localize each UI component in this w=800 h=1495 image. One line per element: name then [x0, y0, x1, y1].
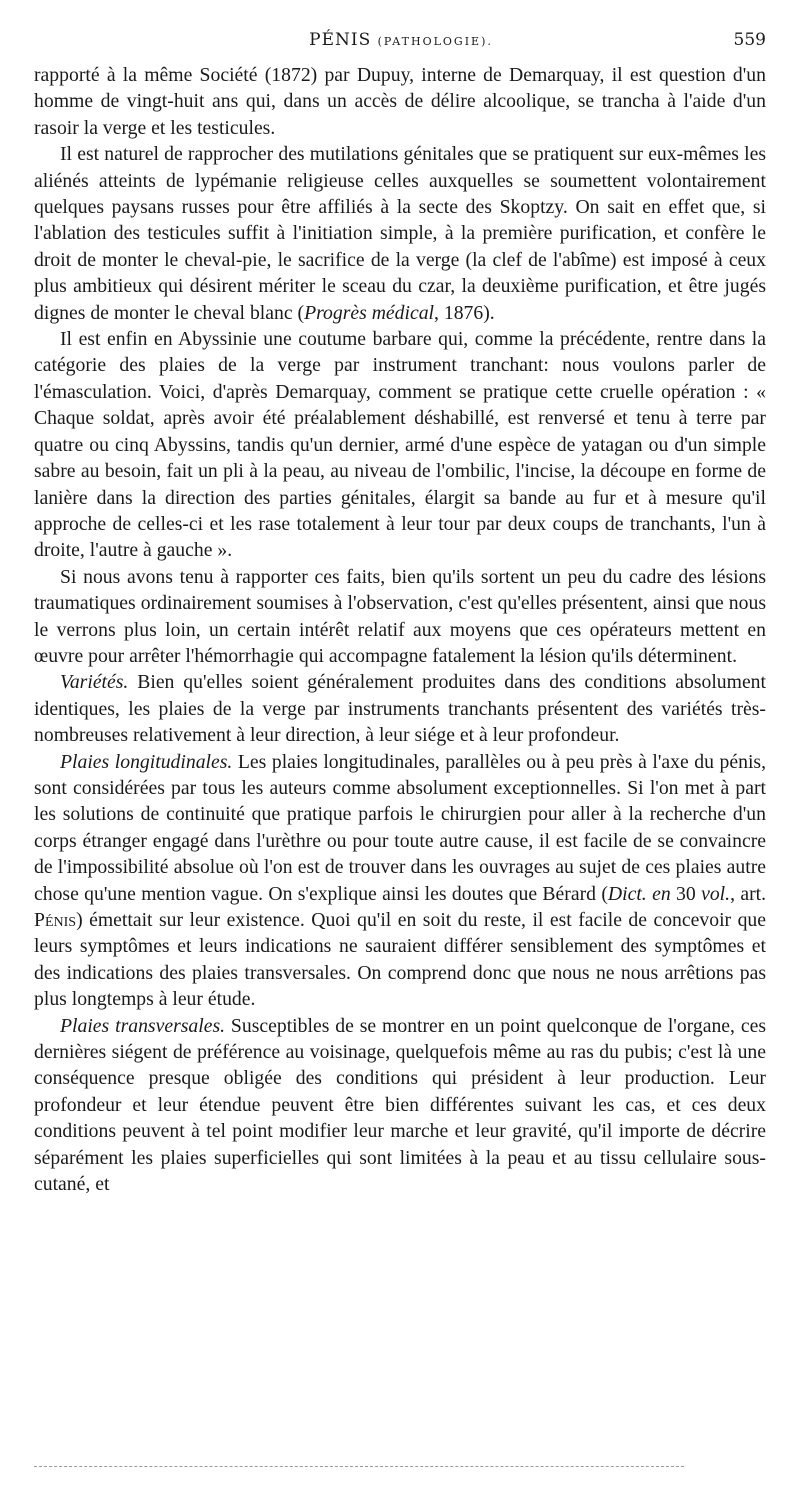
body-text	[34, 62, 766, 1197]
citation-article: Pénis	[34, 909, 77, 931]
running-title	[36, 30, 766, 50]
paragraph-text: Les plaies longitudinales, parallèles ou à peu près à l'axe du pénis, sont considérées par tous les auteurs comme absolument exceptionnelles. Si l'on met à part les solutions de continuité que pratique parfois le chirurgien pour aller à la recherche d'un corps étranger engagé dans l'urèthre ou pour toute autre cause, il est facile de se convaincre de l'impossibilité absolue où l'on est de trouver dans les ouvrages au sujet de ces plaies autre chose qu'une mention vague. On s'explique ainsi les doutes que Bérard (	[34, 750, 766, 905]
paragraph-continuation	[34, 62, 766, 141]
paragraph-plaies-longitudinales	[34, 749, 766, 1013]
paragraph-abyssinie	[34, 326, 766, 564]
paragraph-text: Il est enfin en Abyssinie une coutume barbare qui, comme la précédente, rentre dans la catégorie des plaies de la verge par instrument tranchant: nous voulons parler de l'émasculation. Voici, d'après Demarquay, comment se pratique cette cruelle opération : « Chaque soldat, après avoir été préalablement déshabillé, est renversé et tenu à terre par quatre ou cinq Abyssins, tandis qu'un dernier, armé d'une espèce de yatagan ou d'un simple sabre au besoin, fait un pli à la peau, au niveau de l'ombilic, l'incise, la découpe en forme de lanière dans la direction des parties génitales, élargit sa bande au fur et à mesure qu'il approche de celles-ci et les rase totalement à leur tour par deux coups de tranchants, l'un à droite, l'autre à gauche ».	[34, 328, 766, 562]
running-header	[36, 30, 766, 54]
paragraph-text: Susceptibles de se montrer en un point quelconque de l'organe, ces dernières siégent de préférence au voisinage, quelquefois même au ras du pubis; c'est là une conséquence presque obligée des conditions qui président à leur production. Leur profondeur et leur étendue peuvent être bien différentes suivant les cas, et ces deux conditions peuvent à tel point modifier leur marche et leur gravité, qu'il importe de décrire séparément les plaies superficielles qui sont limitées à la peau et au tissu cellulaire sous-cutané, et	[34, 1014, 766, 1196]
paragraph-varietes	[34, 669, 766, 748]
paragraph-text: 30	[670, 882, 702, 905]
paragraph-text: , 1876).	[434, 301, 495, 324]
page-number: 559	[733, 30, 766, 50]
paragraph-text: Si nous avons tenu à rapporter ces faits, bien qu'ils sortent un peu du cadre des lésions traumatiques ordinairement soumises à l'observation, c'est qu'elles présentent, ainsi que nous le verrons plus loin, un certain intérêt relatif aux moyens que ces opérateurs mettent en œuvre pour arrêter l'hémorrhagie qui accompagne fatalement la lésion qu'ils déterminent.	[34, 565, 766, 667]
paragraph-text: ) émettait sur leur existence. Quoi qu'il en soit du reste, il est facile de concevoir que leurs symptômes et leurs indications ne sauraient différer sensiblement des symptômes et des indications des plaies transversales. On comprend donc que nous ne nous arrêtions pas plus longtemps à leur étude.	[34, 909, 766, 1011]
paragraph-skoptzy	[34, 141, 766, 326]
paragraph-text: Il est naturel de rapprocher des mutilations génitales que se pratiquent sur eux-mêmes les aliénés atteints de lypémanie religieuse celles auxquelles se soumettent volontairement quelques paysans russes pour être affiliés à la secte des Skoptzy. On sait en effet que, si l'ablation des testicules suffit à l'initiation simple, à la première purification, et confère le droit de monter le cheval-pie, le sacrifice de la verge (la clef de l'abîme) est imposé à ceux plus ambitieux qui désirent mériter le sceau du czar, la deuxième purification, et être jugés dignes de monter le cheval blanc (	[34, 143, 766, 324]
citation-journal: Progrès médical	[304, 301, 435, 324]
paragraph-plaies-transversales	[34, 1013, 766, 1198]
section-heading: Plaies longitudinales.	[60, 750, 233, 773]
footer-rule	[34, 1466, 684, 1468]
paragraph-text: Bien qu'elles soient généralement produites dans des conditions absolument identiques, les plaies de la verge par instruments tranchants présentent des variétés très-nombreuses relativement à leur direction, à leur siége et à leur profondeur.	[34, 671, 766, 747]
section-heading: Plaies transversales.	[60, 1014, 226, 1037]
running-title-main: PÉNIS	[309, 30, 372, 50]
citation-vol: vol.	[701, 882, 731, 905]
paragraph-text: rapporté à la même Société (1872) par Dupuy, interne de Demarquay, il est question d'un homme de vingt-huit ans qui, dans un accès de délire alcoolique, se trancha à l'aide d'un rasoir la verge et les testicules.	[34, 64, 766, 139]
paragraph-faits	[34, 564, 766, 670]
paragraph-text: , art.	[730, 882, 767, 905]
citation-dict: Dict. en	[607, 882, 671, 905]
running-title-sub: (PATHOLOGIE).	[377, 35, 493, 48]
section-heading: Variétés.	[60, 671, 129, 694]
